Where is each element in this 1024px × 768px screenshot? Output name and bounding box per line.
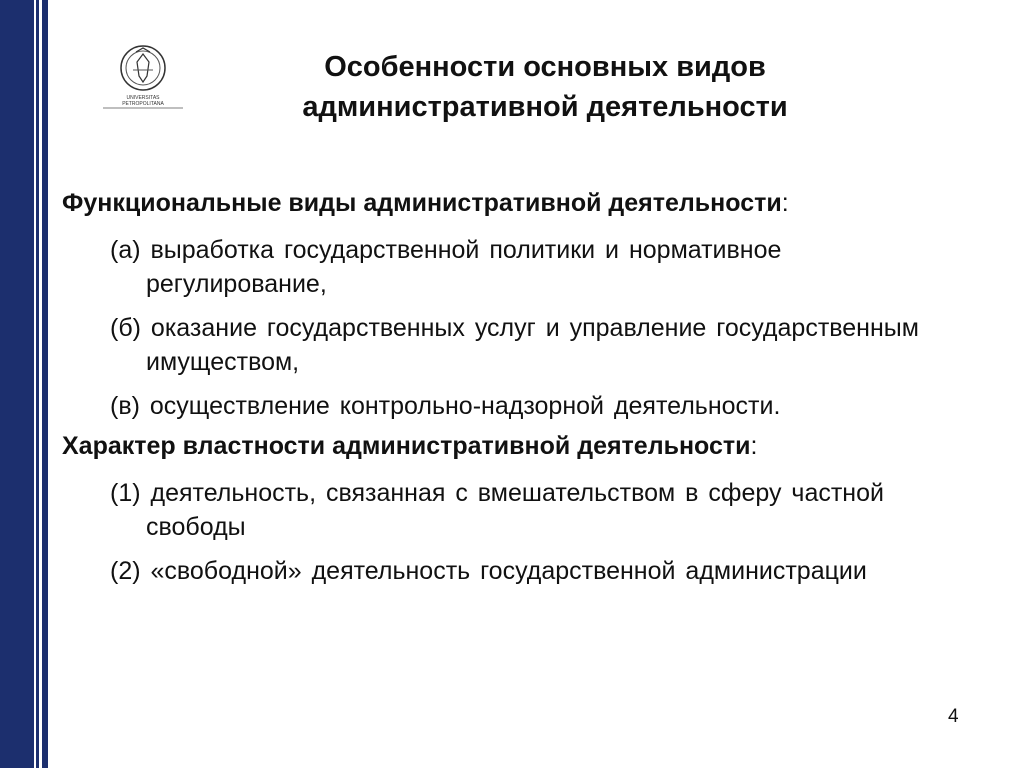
page-number: 4 — [948, 706, 959, 727]
left-accent-bar — [0, 0, 48, 768]
heading-colon: : — [781, 189, 789, 217]
title-line: Особенности основных видов — [324, 51, 766, 83]
heading-colon: : — [750, 432, 758, 460]
slide-body — [62, 186, 962, 598]
section-heading — [62, 186, 962, 221]
list-item: (в) осуществление контрольно-надзорной деятельности. — [110, 392, 781, 420]
section-heading-text: Функциональные виды административной деятельности — [62, 189, 782, 217]
slide-title — [230, 47, 860, 127]
accent-stripe — [34, 0, 36, 768]
logo-caption: UNIVERSITAS — [126, 95, 160, 101]
title-line: административной деятельности — [302, 91, 788, 123]
section-heading-text: Характер властности административной деятельности — [62, 432, 751, 460]
accent-stripe — [39, 0, 42, 768]
list-item: (а) выработка государственной политики и нормативное регулирование, — [110, 236, 782, 298]
section-heading — [62, 429, 962, 464]
logo-caption: PETROPOLITANA — [122, 101, 164, 107]
list-item: (2) «свободной» деятельность государственной администрации — [110, 557, 867, 585]
list-item: (1) деятельность, связанная с вмешательством в сферу частной свободы — [110, 479, 884, 541]
list-item: (б) оказание государственных услуг и управление государственным имуществом, — [110, 314, 919, 376]
university-seal-icon — [103, 40, 183, 112]
